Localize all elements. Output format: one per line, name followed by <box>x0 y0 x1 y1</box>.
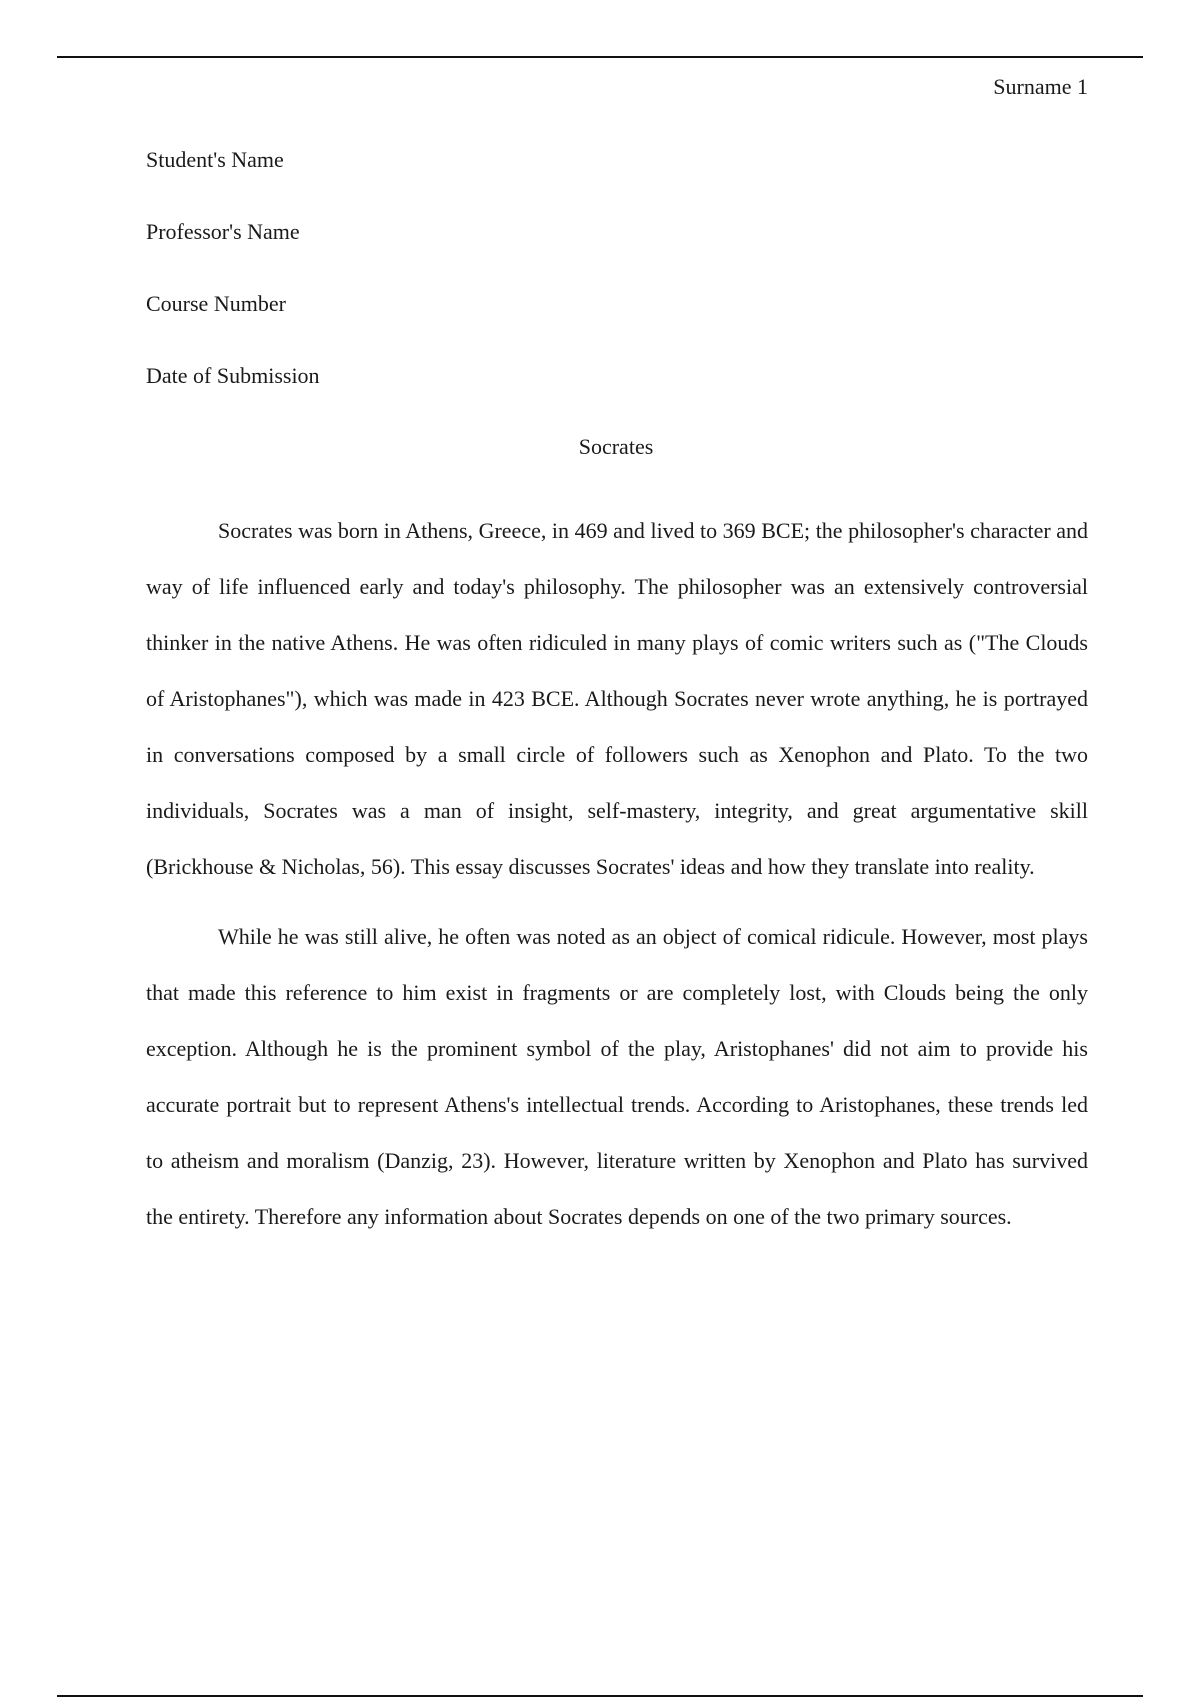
running-head: Surname 1 <box>993 74 1088 99</box>
top-rule <box>57 56 1143 58</box>
bottom-rule <box>57 1695 1143 1697</box>
document-title: Socrates <box>578 434 654 459</box>
course-number: Course Number <box>146 291 286 316</box>
student-name: Student's Name <box>146 147 284 172</box>
paragraph-1: Socrates was born in Athens, Greece, in 469 and lived to 369 BCE; the philosopher's character and way of life influenced early and today's philosophy. The philosopher was an extensively controversial thinker in the native Athens. He was often ridiculed in many plays of comic writers such as ("The Clouds of Aristophanes"), which was made in 423 BCE. Although Socrates never wrote anything, he is portrayed in conversations composed by a small circle of followers such as Xenophon and Plato. To the two individuals, Socrates was a man of insight, self-mastery, integrity, and great argumentative skill (Brickhouse & Nicholas, 56). This essay discusses Socrates' ideas and how they translate into reality. <box>146 518 1088 879</box>
paragraph-2: While he was still alive, he often was noted as an object of comical ridicule. However, most plays that made this reference to him exist in fragments or are completely lost, with Clouds being the only exception. Although he is the prominent symbol of the play, Aristophanes' did not aim to provide his accurate portrait but to represent Athens's intellectual trends. According to Aristophanes, these trends led to atheism and moralism (Danzig, 23). However, literature written by Xenophon and Plato has survived the entirety. Therefore any information about Socrates depends on one of the two primary sources. <box>146 924 1088 1229</box>
submission-date: Date of Submission <box>146 363 320 388</box>
professor-name: Professor's Name <box>146 219 300 244</box>
document-body <box>146 503 1088 1259</box>
mla-heading-block <box>146 145 1086 433</box>
